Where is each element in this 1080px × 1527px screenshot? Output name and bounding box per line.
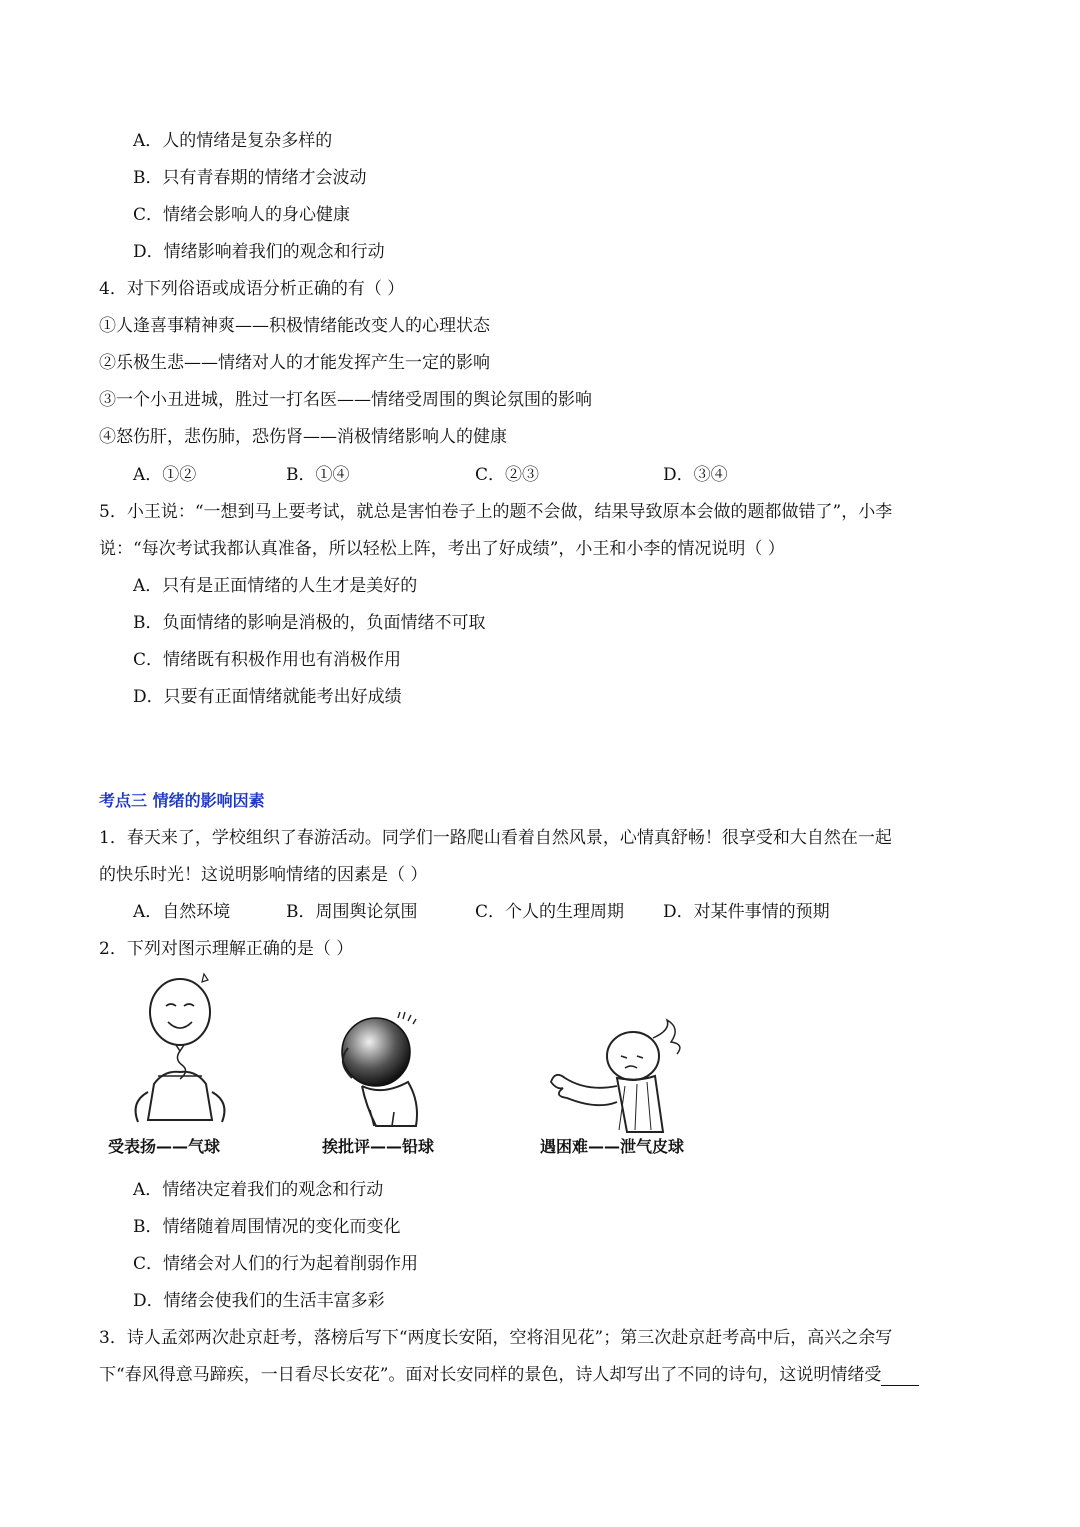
answer-blank[interactable] <box>881 1369 919 1386</box>
q4-option-d: D．③④ <box>663 465 728 485</box>
s2-q1-option-c: C．个人的生理周期 <box>475 902 625 922</box>
deflated-ball-figure-illustration <box>545 1016 705 1134</box>
q5-stem-line1: 5．小王说：“一想到马上要考试，就总是害怕卷子上的题不会做，结果导致原本会做的题都做错了”，小李 <box>99 502 893 522</box>
caption-deflated-ball: 遇困难——泄气皮球 <box>540 1137 685 1156</box>
s2-q3-stem-line1: 3．诗人孟郊两次赴京赶考，落榜后写下“两度长安陌，空将泪见花”；第三次赴京赶考高中后，高兴之余写 <box>99 1328 893 1348</box>
q4-item-4: ④怒伤肝，悲伤肺，恐伤肾——消极情绪影响人的健康 <box>99 427 507 447</box>
q5-option-c: C．情绪既有积极作用也有消极作用 <box>133 650 402 670</box>
s2-q2-option-c: C．情绪会对人们的行为起着削弱作用 <box>133 1254 419 1274</box>
s2-q1-stem-line1: 1．春天来了，学校组织了春游活动。同学们一路爬山看着自然风景，心情真舒畅！很享受和大自然在一起 <box>99 828 892 848</box>
q5-option-a: A．只有是正面情绪的人生才是美好的 <box>133 576 418 596</box>
q4-stem: 4．对下列俗语或成语分析正确的有（ ） <box>99 279 405 299</box>
q5-option-d: D．只要有正面情绪就能考出好成绩 <box>133 687 402 707</box>
q3-option-d: D．情绪影响着我们的观念和行动 <box>133 242 385 262</box>
s2-q1-option-d: D．对某件事情的预期 <box>663 902 830 922</box>
q4-item-3: ③一个小丑进城，胜过一打名医——情绪受周围的舆论氛围的影响 <box>99 390 592 410</box>
q4-option-a: A．①② <box>133 465 197 485</box>
s2-q3-stem-line2-wrap <box>99 1364 919 1386</box>
q4-item-1: ①人逢喜事精神爽——积极情绪能改变人的心理状态 <box>99 316 490 336</box>
s2-q1-option-a: A．自然环境 <box>133 902 231 922</box>
q3-option-a: A．人的情绪是复杂多样的 <box>133 131 333 151</box>
q4-option-b: B．①④ <box>286 465 350 485</box>
q4-item-2: ②乐极生悲——情绪对人的才能发挥产生一定的影响 <box>99 353 490 373</box>
shotput-figure-illustration <box>318 1010 438 1130</box>
caption-shotput: 挨批评——铅球 <box>322 1137 435 1156</box>
s2-q3-stem-line2: 下“春风得意马蹄疾，一日看尽长安花”。面对长安同样的景色，诗人却写出了不同的诗句，这说明情绪受 <box>99 1365 882 1385</box>
s2-q2-option-b: B．情绪随着周围情况的变化而变化 <box>133 1217 401 1237</box>
s2-q2-stem: 2．下列对图示理解正确的是（ ） <box>99 939 354 959</box>
q5-option-b: B．负面情绪的影响是消极的，负面情绪不可取 <box>133 613 486 633</box>
s2-q2-option-d: D．情绪会使我们的生活丰富多彩 <box>133 1291 385 1311</box>
q3-option-c: C．情绪会影响人的身心健康 <box>133 205 351 225</box>
s2-q1-option-b: B．周围舆论氛围 <box>286 902 418 922</box>
s2-q2-option-a: A．情绪决定着我们的观念和行动 <box>133 1180 384 1200</box>
s2-q1-stem-line2: 的快乐时光！这说明影响情绪的因素是（ ） <box>99 865 428 885</box>
q5-stem-line2: 说：“每次考试我都认真准备，所以轻松上阵，考出了好成绩”，小王和小李的情况说明（ ） <box>99 539 785 559</box>
q3-option-b: B．只有青春期的情绪才会波动 <box>133 168 367 188</box>
q4-option-c: C．②③ <box>475 465 540 485</box>
balloon-figure-illustration <box>118 972 228 1132</box>
section-heading: 考点三 情绪的影响因素 <box>99 791 265 810</box>
caption-balloon: 受表扬——气球 <box>108 1137 221 1156</box>
